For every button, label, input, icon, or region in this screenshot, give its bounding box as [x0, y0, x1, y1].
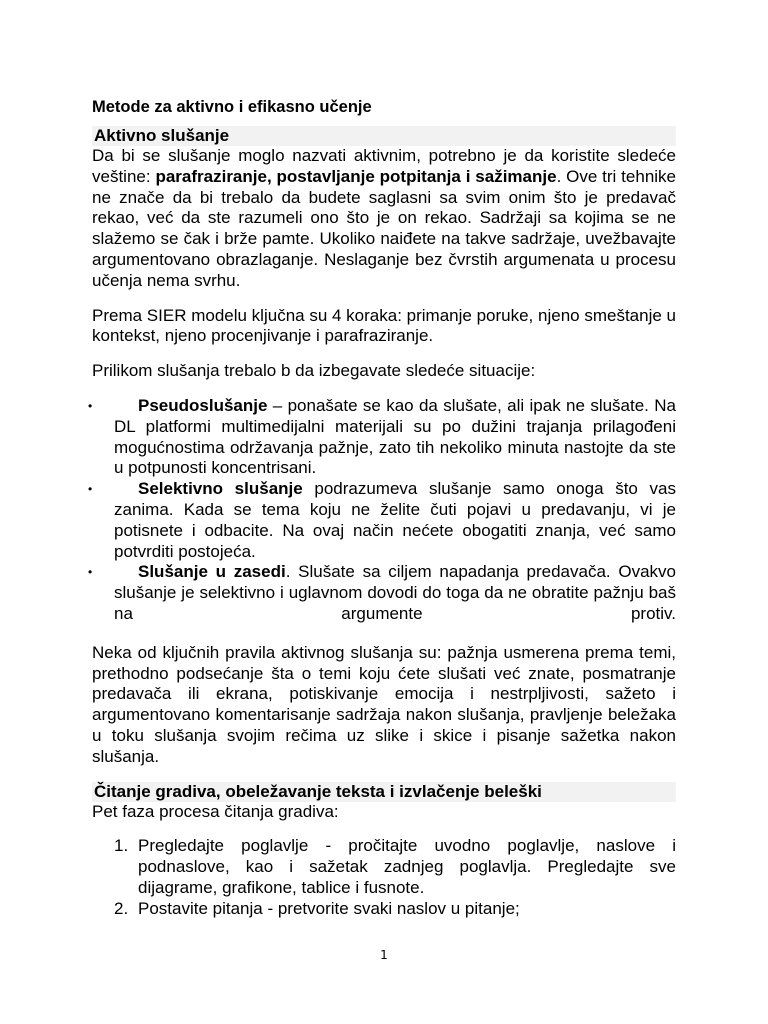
paragraph-key-rules: Neka od ključnih pravila aktivnog slušanja su: pažnja usmerena prema temi, prethodno podsećanje šta o temi koju ćete slušati već znate, posmatranje predavača ili ekrana, potiskivanje emocija i nestrpljivosti, sažeto i argumentovano komentarisanje sadržaja nakon slušanja, pravljenje beležaka u toku slušanja svojim rečima uz slike i skice i pisanje sažetka nakon slušanja. [92, 642, 676, 766]
intro-text-start: Da bi se slušanje moglo nazvati aktivnim, potrebno je da koristite sledeće veštine: [92, 146, 676, 186]
step-number: 2. [114, 898, 129, 918]
avoid-situations-list [88, 395, 676, 625]
section-heading-reading: Čitanje gradiva, obeležavanje teksta i izvlačenje beleški [92, 782, 676, 802]
reading-steps-list [92, 836, 676, 919]
document-title: Metode za aktivno i efikasno učenje [92, 98, 372, 116]
document-page [88, 96, 677, 920]
step-text: Pregledajte poglavlje - pročitajte uvodno poglavlje, naslove i podnaslove, kao i sažetak zadnjeg poglavlja. Pregledajte sve dijagrame, grafikone, tablice i fusnote. [138, 836, 676, 897]
paragraph-avoid-situations: Prilikom slušanja trebalo b da izbegavate sledeće situacije: [92, 361, 536, 381]
list-item-text: podrazumeva slušanje samo onoga što vas zanima. Kada se tema koju ne želite čuti pojavi u predavanju, vi je potisnete i odbacite. Na ovaj način nećete obogatiti znanja, već samo potvrditi postojeća. [114, 479, 676, 561]
section-heading-active-listening: Aktivno slušanje [92, 126, 676, 146]
page-number: 1 [380, 948, 388, 962]
bullet-icon: • [88, 482, 93, 497]
list-item-pseudo-listening [88, 395, 676, 479]
list-item-step [92, 899, 676, 920]
paragraph-reading-phases: Pet faza procesa čitanja gradiva: [92, 801, 339, 821]
list-item-text: . Slušate sa ciljem napadanja predavača. Ovakvo slušanje je selektivno i uglavnom dovodi do toga da ne obratite pažnju baš na argumente protiv. [114, 562, 676, 623]
bullet-icon: • [88, 398, 93, 413]
list-item-term: Slušanje u zasedi [138, 562, 286, 582]
bullet-icon: • [88, 565, 93, 580]
paragraph-intro [92, 146, 676, 292]
intro-bold-skills: parafraziranje, postavljanje potpitanja i sažimanje [155, 166, 557, 186]
intro-text-end: . Ove tri tehnike ne znače da bi trebalo da budete saglasni sa svim onim što je predavač rekao, već da ste razumeli ono što je on rekao. Sadržaji sa kojima se ne slažemo se čak i brže pamte. Ukoliko naiđete na takve sadržaje, uvežbavajte argumentovano obrazlaganje. Neslaganje bez čvrstih argumenata u procesu učenja nema svrhu. [92, 166, 677, 290]
step-number: 1. [114, 836, 129, 856]
list-item-text: – ponašate se kao da slušate, ali ipak ne slušate. Na DL platformi multimedijalni materijali su po dužini trajanja prilagođeni mogućnostima održavanja pažnje, zato tih nekoliko minuta nastojte da ste u potpunosti koncentrisani. [114, 395, 676, 478]
paragraph-sier-model: Prema SIER modelu ključna su 4 koraka: primanje poruke, njeno smeštanje u kontekst, njeno procenjivanje i parafraziranje. [92, 305, 676, 346]
list-item-step [92, 836, 676, 898]
list-item-term: Pseudoslušanje [138, 395, 268, 415]
step-text: Postavite pitanja - pretvorite svaki naslov u pitanje; [138, 898, 520, 918]
list-item-selective-listening [88, 479, 676, 562]
list-item-term: Selektivno slušanje [138, 479, 303, 499]
list-item-ambush-listening [88, 562, 676, 624]
